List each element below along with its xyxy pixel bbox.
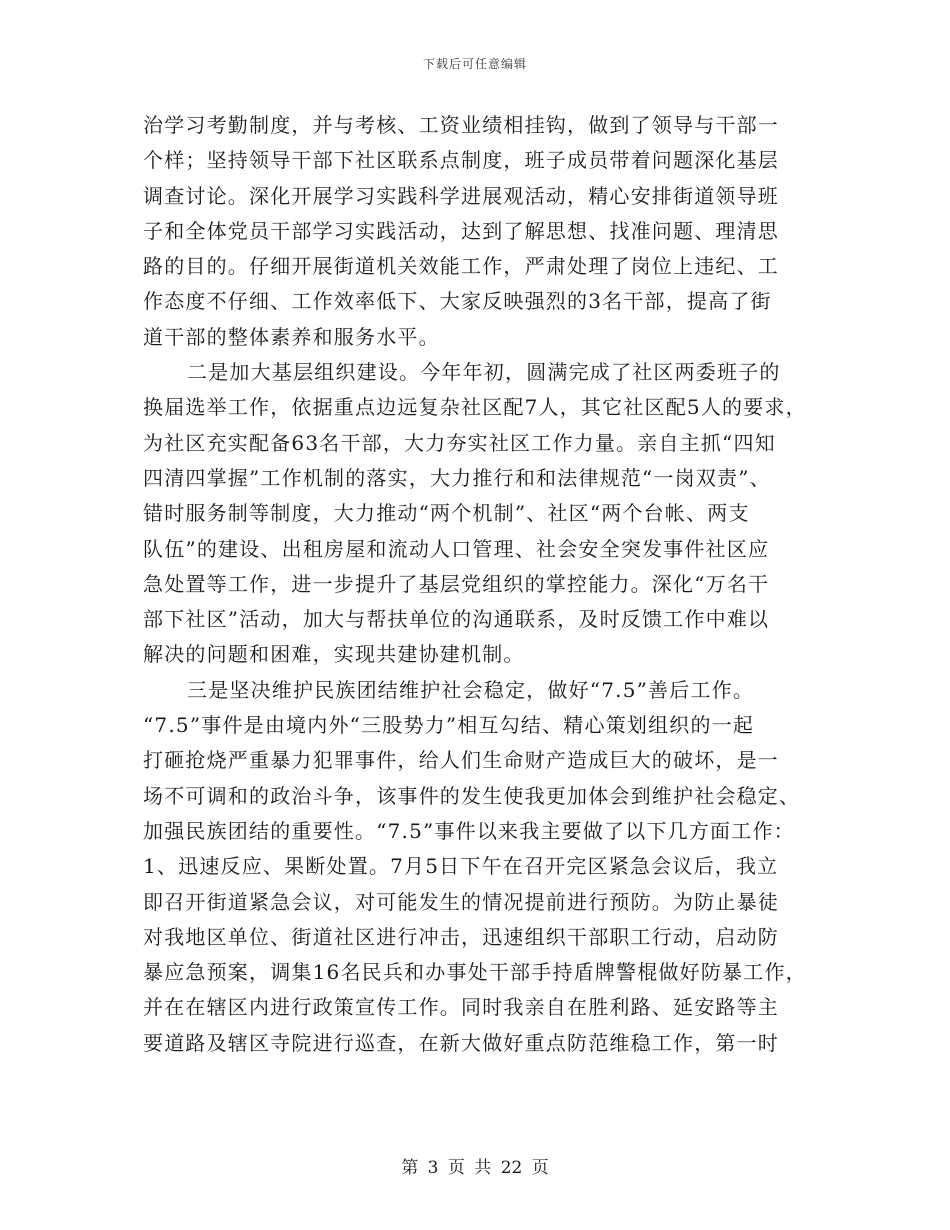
- text-line: 急处置等工作，进一步提升了基层党组织的掌控能力。深化“万名干: [143, 571, 770, 596]
- text-line: 要道路及辖区寺院进行巡查，在新大做好重点防范维稳工作，第一时: [143, 1030, 779, 1055]
- text-line: 并在在辖区内进行政策宣传工作。同时我亲自在胜利路、延安路等主: [143, 995, 779, 1020]
- header-note: 下载后可任意编辑: [422, 57, 527, 71]
- text-line: 四清四掌握”工作机制的落实，大力推行和和法律规范“一岗双责”、: [143, 465, 771, 490]
- page-number-footer: 第 3 页 共 22 页: [401, 1158, 549, 1178]
- text-line: 对我地区单位、街道社区进行冲击，迅速组织干部职工行动，启动防: [143, 924, 779, 949]
- paragraph-start-line: 二是加大基层组织建设。今年年初，圆满完成了社区两委班子的: [187, 360, 781, 385]
- text-line: 路的目的。仔细开展街道机关效能工作，严肃处理了岗位上违纪、工: [143, 254, 779, 279]
- text-line: 换届选举工作，依据重点边远复杂社区配7人，其它社区配5人的要求，: [143, 395, 807, 420]
- text-line: 调查讨论。深化开展学习实践科学进展观活动，精心安排街道领导班: [143, 183, 779, 208]
- text-line: 队伍”的建设、出租房屋和流动人口管理、社会安全突发事件社区应: [143, 536, 770, 561]
- paragraph-start-line: 三是坚决维护民族团结维护社会稳定，做好“7.5”善后工作。: [187, 677, 755, 702]
- text-line: 即召开街道紧急会议，对可能发生的情况提前进行预防。为防止暴徒: [143, 889, 779, 914]
- text-line: 为社区充实配备63名干部，大力夯实社区工作力量。亲自主抓“四知: [143, 430, 776, 455]
- text-line: 治学习考勤制度，并与考核、工资业绩相挂钩，做到了领导与干部一: [143, 113, 779, 137]
- text-line: 场不可调和的政治斗争，该事件的发生使我更加体会到维护社会稳定、: [143, 783, 801, 808]
- text-line: 打砸抢烧严重暴力犯罪事件，给人们生命财产造成巨大的破坏，是一: [143, 748, 779, 773]
- text-line: 道干部的整体素养和服务水平。: [143, 324, 440, 349]
- text-line: 个样；坚持领导干部下社区联系点制度，班子成员带着问题深化基层: [143, 148, 779, 173]
- text-line: 解决的问题和困难，实现共建协建机制。: [143, 642, 525, 667]
- text-line: “7.5”事件是由境内外“三股势力”相互勾结、精心策划组织的一起: [143, 713, 755, 738]
- text-line: 部下社区”活动，加大与帮扶单位的沟通联系，及时反馈工作中难以: [143, 607, 770, 632]
- text-line: 1、迅速反应、果断处置。7月5日下午在召开完区紧急会议后，我立: [143, 854, 779, 879]
- text-line: 错时服务制等制度，大力推动“两个机制”、社区“两个台帐、两支: [143, 501, 750, 526]
- text-line: 暴应急预案，调集16名民兵和办事处干部手持盾牌警棍做好防暴工作，: [143, 960, 807, 985]
- text-line: 加强民族团结的重要性。“7.5”事件以来我主要做了以下几方面工作：: [143, 818, 795, 843]
- text-line: 作态度不仔细、工作效率低下、大家反映强烈的3名干部，提高了街: [143, 289, 772, 314]
- document-body: [143, 108, 823, 1061]
- text-line: 子和全体党员干部学习实践活动，达到了解思想、找准问题、理清思: [143, 218, 779, 243]
